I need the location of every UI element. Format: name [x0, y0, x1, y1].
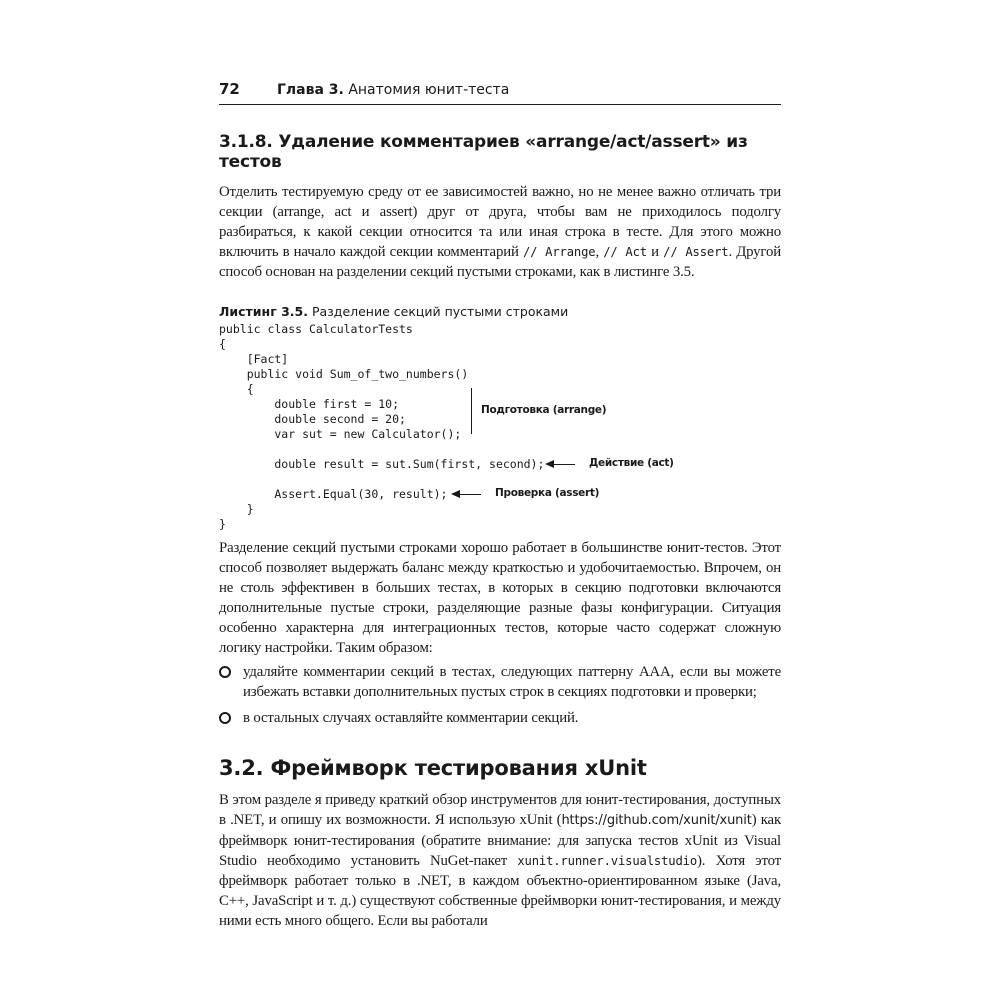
intro-paragraph	[219, 182, 781, 282]
listing-label: Листинг 3.5.	[219, 304, 308, 319]
xunit-repo-link[interactable]: https://github.com/xunit/xunit	[561, 813, 752, 828]
code-line: [Fact]	[219, 352, 289, 366]
bullet-list	[219, 662, 781, 728]
list-item-text: удаляйте комментарии секций в тестах, следующих паттерну AAA, если вы можете избежать вставки дополнительных пустых строк в секциях подготовки и проверки;	[243, 664, 781, 700]
page-number: 72	[219, 80, 240, 98]
chapter-title	[277, 82, 509, 98]
intro-sep-2: и	[646, 244, 664, 260]
arrange-bracket	[471, 388, 472, 434]
intro-sep-1: ,	[595, 244, 604, 260]
code-line: double result = sut.Sum(first, second);	[219, 457, 545, 471]
arrange-annotation: Подготовка (arrange)	[481, 404, 607, 416]
code-arrange-comment: // Arrange	[522, 245, 596, 259]
code-listing	[219, 322, 781, 530]
listing-caption	[219, 304, 781, 322]
code-nuget-package: xunit.runner.visualstudio	[517, 854, 698, 868]
circle-bullet-icon	[219, 666, 231, 678]
code-line: {	[219, 382, 254, 396]
subsection-heading: 3.1.8. Удаление комментариев «arrange/act/assert» из тестов	[219, 132, 748, 172]
code-line: var sut = new Calculator();	[219, 427, 462, 441]
list-item	[219, 662, 781, 702]
code-line: public class CalculatorTests	[219, 322, 413, 336]
intro-text-2: . Другой способ основан на разделении секций пустыми строками, как в листинге 3.5.	[219, 244, 782, 280]
act-annotation: Действие (act)	[589, 457, 674, 469]
intro-text-1: Отделить тестируемую среду от ее зависимостей важно, но не менее важно отличать три секции (arrange, act и assert) друг от друга, чтобы вам не приходилось подолгу разбираться, к какой секции относится та или иная строка в тесте. Для этого можно включить в начало каждой секции комментарий	[219, 184, 781, 260]
xunit-text-2: ) как фреймворк юнит-тестирования (обратите внимание: для запуска тестов xUnit из Visual Studio необходимо установить NuGet-пакет	[219, 812, 781, 869]
code-act-comment: // Act	[603, 245, 647, 259]
list-item-text: в остальных случаях оставляйте комментарии секций.	[243, 710, 579, 726]
discussion-paragraph: Разделение секций пустыми строками хорошо работает в большинстве юнит-тестов. Этот способ позволяет выдержать баланс между краткостью и удобочитаемостью. Впрочем, он не столь эффективен в больших тестах, в которых в секцию подготовки включаются дополнительные пустые строки, разделяющие разные фазы конфигурации. Ситуация особенно характерна для интеграционных тестов, которые часто содержат сложную логику настройки. Таким образом:	[219, 540, 781, 656]
code-line: {	[219, 337, 226, 351]
code-assert-comment: // Assert	[663, 245, 729, 259]
code-line: Assert.Equal(30, result);	[219, 487, 448, 501]
book-page	[219, 80, 781, 931]
list-item	[219, 708, 781, 728]
act-arrow-icon	[547, 464, 575, 465]
code-line: public void Sum_of_two_numbers()	[219, 367, 469, 381]
code-line: double first = 10;	[219, 397, 400, 411]
assert-annotation: Проверка (assert)	[495, 487, 600, 499]
assert-arrow-icon	[453, 494, 481, 495]
code-line: }	[219, 517, 226, 531]
running-head	[219, 80, 781, 100]
xunit-paragraph	[219, 790, 781, 931]
code-line: }	[219, 502, 254, 516]
chapter-label: Глава 3.	[277, 82, 344, 98]
listing-title: Разделение секций пустыми строками	[311, 304, 569, 319]
xunit-text-3: ). Хотя этот фреймворк работает только в .NET, в каждом объектно-ориентированном языке (Java, C++, JavaScript и т. д.) существуют собственные фреймворки юнит-тестирования, и между ними есть много общего. Если вы работали	[219, 853, 781, 929]
xunit-text-1: В этом разделе я приведу краткий обзор инструментов для юнит-тестирования, доступных в .NET, и опишу их возможности. Я использую xUnit (	[219, 792, 781, 828]
chapter-name: Анатомия юнит-теста	[348, 82, 510, 98]
section-heading: 3.2. Фреймворк тестирования xUnit	[219, 756, 647, 780]
header-rule	[219, 104, 781, 105]
code-line: double second = 20;	[219, 412, 406, 426]
circle-bullet-icon	[219, 712, 231, 724]
